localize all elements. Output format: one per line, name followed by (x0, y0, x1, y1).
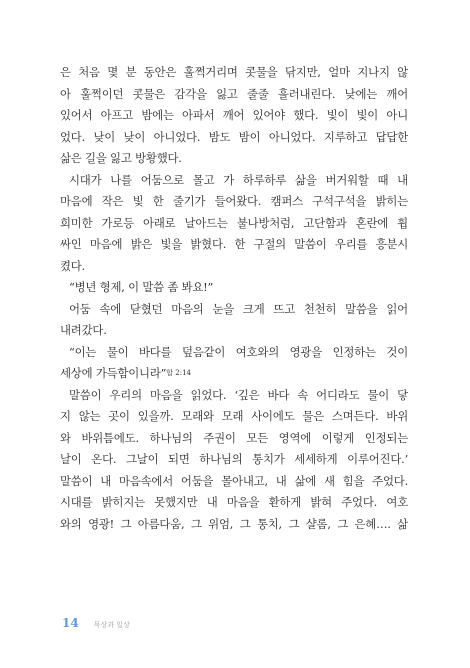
body-line: 어둠 속에 닫혔던 마음의 눈을 크게 뜨고 천천히 말씀을 읽어 (69, 301, 408, 316)
body-line: 은 처음 몇 분 동안은 훌쩍거리며 콧물을 닦지만, 얼마 지나지 않 (60, 65, 408, 79)
body-line: 지 않는 곳이 있을까. 모래와 모래 사이에도 물은 스며든다. 바위 (60, 409, 408, 423)
body-line: 희미한 가로등 아래로 날아드는 불나방처럼, 고단함과 혼란에 휩 (60, 215, 408, 230)
body-line: 말씀이 내 마음속에서 어둠을 몰아내고, 내 삶에 새 힘을 주었다. (60, 473, 408, 488)
book-title: 묵상과 일상 (93, 621, 130, 629)
page-number: 14 (62, 616, 79, 630)
body-text (60, 62, 408, 535)
body-line: 시대를 밝히지는 못했지만 내 마음을 환하게 밝혀 주었다. 여호 (60, 495, 408, 509)
scripture-line: “이는 물이 바다를 덮음같이 여호와의 영광을 인정하는 것이 (69, 344, 408, 359)
body-line: 마음에 작은 빛 한 줄기가 들어왔다. 캠퍼스 구석구석을 밝히는 (60, 194, 408, 208)
dialogue-line: “병년 형제, 이 말씀 좀 봐요!” (69, 280, 214, 294)
body-line: 와의 영광! 그 아름다움, 그 위엄, 그 통치, 그 샬롬, 그 은혜…. 삶 (60, 516, 408, 531)
scripture-line-end (60, 363, 408, 385)
body-line: 삶은 길을 잃고 방황했다. (60, 151, 182, 165)
body-line: 있어서 아프고 밤에는 아파서 깨어 있어야 했다. 빛이 빛이 아니 (60, 108, 408, 122)
scripture-text: 세상에 가득함이니라” (60, 366, 167, 380)
body-line: 와 바위틈에도. 하나님의 주권이 모든 영역에 이렇게 인정되는 (60, 430, 408, 445)
body-line: 켰다. (60, 258, 86, 273)
body-line: 날이 온다. 그날이 되면 하나님의 통치가 세세하게 이루어진다.’ (60, 452, 408, 466)
scripture-reference: 합 2:14 (166, 369, 191, 377)
body-line: 내려갔다. (60, 323, 107, 337)
page-footer (62, 612, 130, 628)
body-line: 싸인 마음에 밝은 빛을 밝혔다. 한 구절의 말씀이 우리를 흥분시 (60, 237, 408, 251)
body-line: 아 훌쩍이던 콧물은 감각을 잃고 줄줄 흘러내린다. 낮에는 깨어 (60, 86, 408, 101)
body-line: 었다. 낮이 낮이 아니었다. 밤도 밤이 아니었다. 지루하고 답답한 (60, 129, 408, 144)
body-line: 말씀이 우리의 마음을 읽었다. ‘깊은 바다 속 어디라도 물이 닿 (69, 387, 408, 402)
body-line: 시대가 나를 어둠으로 몰고 가 하루하루 삶을 버거워할 때 내 (69, 172, 408, 187)
